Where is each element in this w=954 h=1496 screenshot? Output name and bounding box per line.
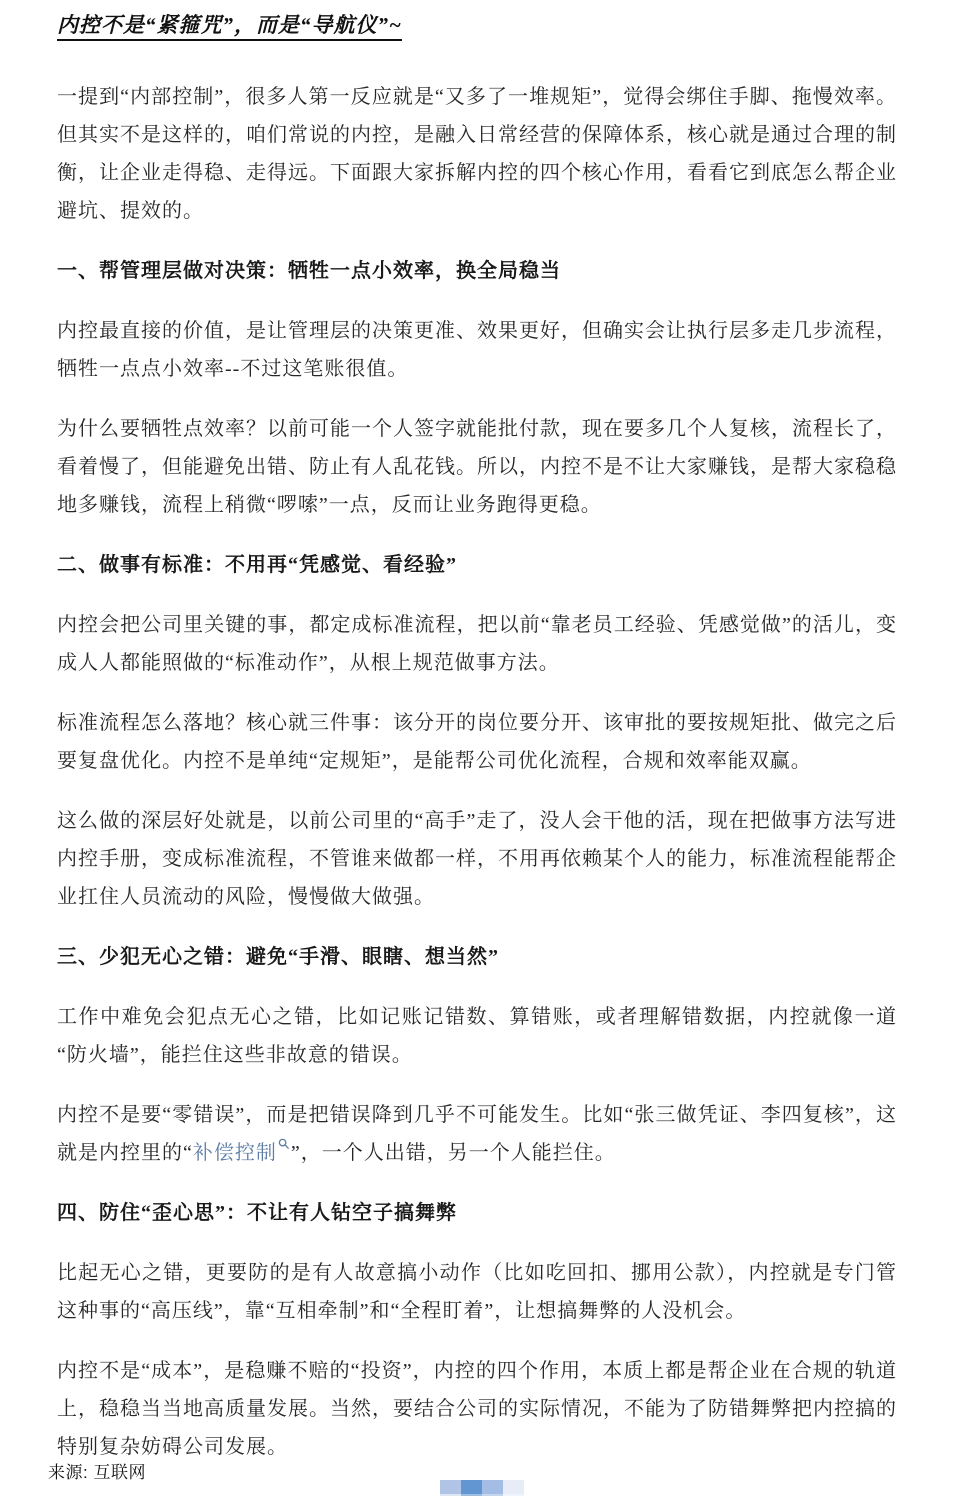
section-1-paragraph-2: 为什么要牺牲点效率？以前可能一个人签字就能批付款，现在要多几个人复核，流程长了，看着慢了，但能避免出错、防止有人乱花钱。所以，内控不是不让大家赚钱，是帮大家稳稳地多赚钱，流程上稍微“啰嗦”一点，反而让业务跑得更稳。 <box>57 418 897 516</box>
section-3-paragraph-2 <box>57 1096 897 1172</box>
section-2-heading: 二、做事有标准：不用再“凭感觉、看经验” <box>57 554 457 576</box>
compensating-control-link[interactable]: 补偿控制 <box>192 1142 277 1164</box>
search-icon[interactable] <box>278 1138 290 1150</box>
section-3-paragraph-1: 工作中难免会犯点无心之错，比如记账记错数、算错账，或者理解错数据，内控就像一道“防火墙”，能拦住这些非故意的错误。 <box>57 1006 897 1066</box>
watermark-pixel <box>461 1480 482 1494</box>
section-4-heading: 四、防住“歪心思”：不让有人钻空子搞舞弊 <box>57 1202 457 1224</box>
section-4-paragraph-1: 比起无心之错，更要防的是有人故意搞小动作（比如吃回扣、挪用公款），内控就是专门管这种事的“高压线”，靠“互相牵制”和“全程盯着”，让想搞舞弊的人没机会。 <box>57 1262 897 1322</box>
watermark-pixel <box>440 1480 461 1494</box>
watermark-pixel <box>482 1480 503 1494</box>
watermark-pixel <box>503 1480 524 1494</box>
section-4-paragraph-2: 内控不是“成本”，是稳赚不赔的“投资”，内控的四个作用，本质上都是帮企业在合规的轨道上，稳稳当当地高质量发展。当然，要结合公司的实际情况，不能为了防错舞弊把内控搞的特别复杂妨碍公司发展。 <box>57 1360 897 1458</box>
section-2-paragraph-2: 标准流程怎么落地？核心就三件事：该分开的岗位要分开、该审批的要按规矩批、做完之后要复盘优化。内控不是单纯“定规矩”，是能帮公司优化流程，合规和效率能双赢。 <box>57 712 897 772</box>
page-title <box>57 8 897 42</box>
section-3-heading: 三、少犯无心之错：避免“手滑、眼瞎、想当然” <box>57 946 499 968</box>
link-paragraph-after: ”，一个人出错，另一个人能拦住。 <box>290 1142 616 1164</box>
watermark-pixels <box>440 1480 524 1496</box>
section-1-heading: 一、帮管理层做对决策：牺牲一点小效率，换全局稳当 <box>57 260 561 282</box>
section-2-paragraph-1: 内控会把公司里关键的事，都定成标准流程，把以前“靠老员工经验、凭感觉做”的活儿，变成人人都能照做的“标准动作”，从根上规范做事方法。 <box>57 614 897 674</box>
page-title-text: 内控不是“紧箍咒”，而是“导航仪”~ <box>57 13 402 41</box>
source-label: 来源: 互联网 <box>48 1463 146 1482</box>
section-2-paragraph-3: 这么做的深层好处就是，以前公司里的“高手”走了，没人会干他的活，现在把做事方法写进内控手册，变成标准流程，不管谁来做都一样，不用再依赖某个人的能力，标准流程能帮企业扛住人员流动的风险，慢慢做大做强。 <box>57 810 897 908</box>
intro-paragraph: 一提到“内部控制”，很多人第一反应就是“又多了一堆规矩”，觉得会绑住手脚、拖慢效率。但其实不是这样的，咱们常说的内控，是融入日常经营的保障体系，核心就是通过合理的制衡，让企业走得稳、走得远。下面跟大家拆解内控的四个核心作用，看看它到底怎么帮企业避坑、提效的。 <box>57 86 897 222</box>
section-1-paragraph-1: 内控最直接的价值，是让管理层的决策更准、效果更好，但确实会让执行层多走几步流程，牺牲一点点小效率--不过这笔账很值。 <box>57 320 897 380</box>
link-paragraph-before: 内控不是要“零错误”，而是把错误降到几乎不可能发生。比如“张三做凭证、李四复核”，这就是内控里的“ <box>57 1104 897 1164</box>
